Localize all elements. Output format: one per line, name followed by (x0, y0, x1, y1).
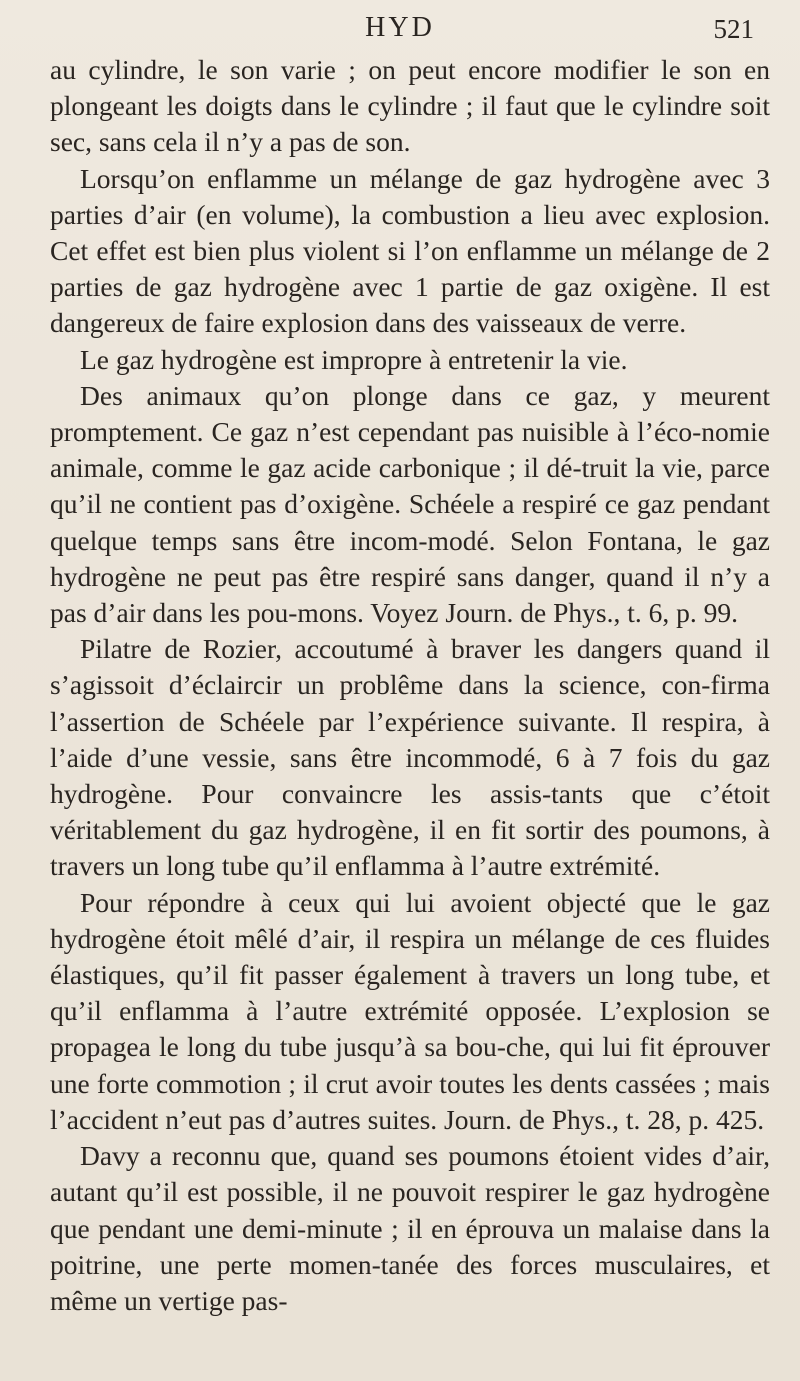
paragraph: Pour répondre à ceux qui lui avoient objecté que le gaz hydrogène étoit mêlé d’air, il respira un mélange de ces fluides élastiques, qu’il fit passer également à travers un long tube, et qu’il enflamma à l’autre extrémité opposée. L’explosion se propagea le long du tube jusqu’à sa bou-che, qui lui fit éprouver une forte commotion ; il crut avoir toutes les dents cassées ; mais l’accident n’eut pas d’autres suites. Journ. de Phys., t. 28, p. 425. (50, 886, 770, 1135)
paragraph: au cylindre, le son varie ; on peut encore modifier le son en plongeant les doigts dans le cylindre ; il faut que le cylindre soit sec, sans cela il n’y a pas de son. (50, 54, 770, 158)
page-header (0, 8, 800, 48)
paragraph: Davy a reconnu que, quand ses poumons étoient vides d’air, autant qu’il est possible, il ne pouvoit respirer le gaz hydrogène que pendant une demi-minute ; il en éprouva un malaise dans la poitrine, une perte momen-tanée des forces musculaires, et même un vertige pas- (50, 1140, 770, 1316)
page-number: 521 (713, 14, 754, 44)
body-text (50, 52, 770, 1319)
paragraph: Pilatre de Rozier, accoutumé à braver les dangers quand il s’agissoit d’éclaircir un problême dans la science, con-firma l’assertion de Schéele par l’expérience suivante. Il respira, à l’aide d’une vessie, sans être incommodé, 6 à 7 fois du gaz hydrogène. Pour convaincre les assis-tants que c’étoit véritablement du gaz hydrogène, il en fit sortir des poumons, à travers un long tube qu’il enflamma à l’autre extrémité. (50, 633, 770, 882)
paragraph: Le gaz hydrogène est impropre à entretenir la vie. (80, 343, 628, 375)
paragraph: Des animaux qu’on plonge dans ce gaz, y meurent promptement. Ce gaz n’est cependant pas nuisible à l’éco-nomie animale, comme le gaz acide carbonique ; il dé-truit la vie, parce qu’il ne contient pas d’oxigène. Schéele a respiré ce gaz pendant quelque temps sans être incom-modé. Selon Fontana, le gaz hydrogène ne peut pas être respiré sans danger, quand il n’y a pas d’air dans les pou-mons. Voyez Journ. de Phys., t. 6, p. 99. (50, 379, 770, 629)
paragraph: Lorsqu’on enflamme un mélange de gaz hydrogène avec 3 parties d’air (en volume), la combustion a lieu avec explosion. Cet effet est bien plus violent si l’on enflamme un mélange de 2 parties de gaz hydrogène avec 1 partie de gaz oxigène. Il est dangereux de faire explosion dans des vaisseaux de verre. (50, 162, 770, 339)
running-head: HYD (365, 12, 435, 43)
